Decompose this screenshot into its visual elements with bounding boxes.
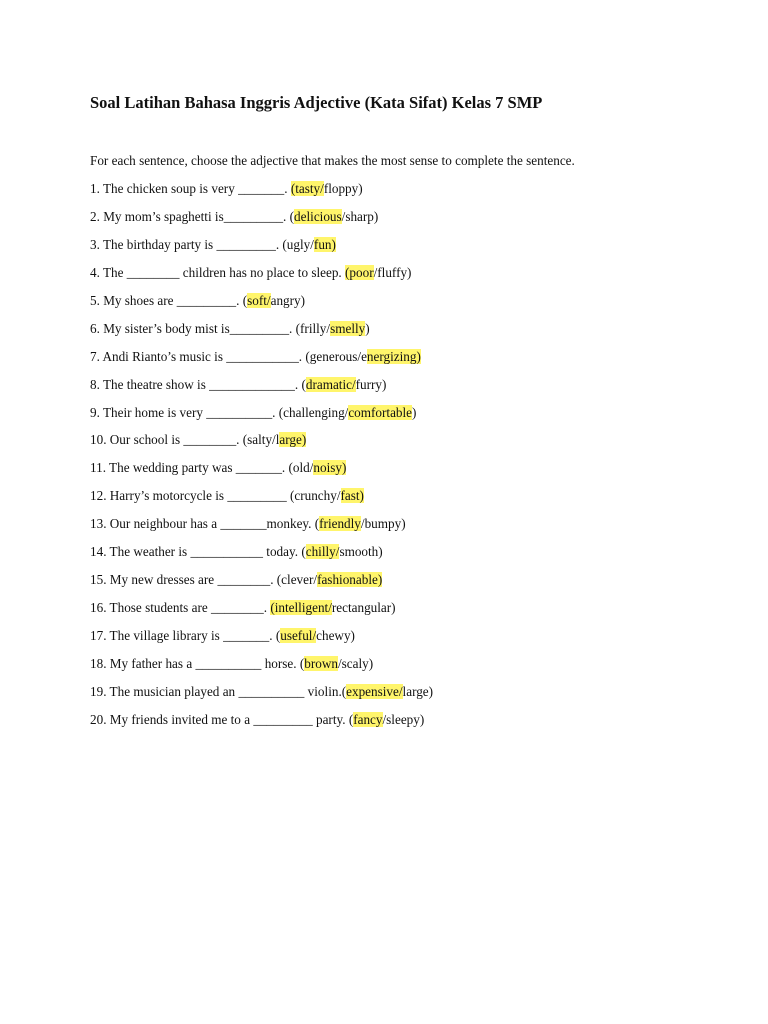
question-item: [90, 431, 433, 459]
highlighted-answer: soft/: [247, 292, 271, 308]
question-text: 1. The chicken soup is very _______.: [90, 181, 291, 196]
question-text: large): [402, 683, 434, 699]
highlighted-answer: smelly: [330, 320, 366, 336]
highlighted-answer: arge): [279, 432, 307, 448]
question-text: 13. Our neighbour has a _______monkey. (: [90, 516, 320, 532]
highlighted-answer: delicious: [294, 208, 342, 224]
question-text: 7. Andi Rianto’s music is ___________. (generous/e: [90, 348, 367, 364]
highlighted-answer: (tasty/: [290, 181, 324, 196]
question-text: floppy): [323, 181, 363, 196]
highlighted-answer: fun): [313, 236, 336, 252]
question-item: [90, 208, 433, 236]
question-list: [90, 180, 433, 739]
question-item: [90, 180, 433, 208]
question-text: smooth): [339, 544, 383, 560]
highlighted-answer: friendly: [319, 516, 361, 532]
question-item: [90, 348, 433, 376]
highlighted-answer: fashionable): [317, 572, 383, 588]
question-text: angry): [270, 292, 306, 308]
highlighted-answer: useful/: [280, 628, 317, 643]
page-title: Soal Latihan Bahasa Inggris Adjective (Kata Sifat) Kelas 7 SMP: [90, 93, 543, 112]
question-item: [90, 571, 433, 599]
highlighted-answer: (intelligent/: [270, 600, 332, 616]
highlighted-answer: fancy: [353, 711, 383, 727]
question-item: [90, 292, 433, 320]
question-text: /sharp): [341, 208, 379, 224]
highlighted-answer: nergizing): [366, 348, 421, 364]
question-text: rectangular): [331, 600, 396, 616]
highlighted-answer: chilly/: [305, 544, 340, 560]
question-item: [90, 599, 433, 627]
question-item: [90, 236, 433, 264]
instruction-text: For each sentence, choose the adjective that makes the most sense to complete the sentence.: [90, 153, 575, 168]
question-item: [90, 376, 433, 404]
question-text: chewy): [316, 628, 355, 643]
question-text: /scaly): [337, 655, 374, 671]
question-text: 15. My new dresses are ________. (clever/: [90, 572, 318, 588]
highlighted-answer: noisy): [313, 460, 347, 476]
highlighted-answer: (poor: [345, 264, 374, 280]
question-text: 5. My shoes are _________. (: [90, 292, 248, 308]
highlighted-answer: brown: [304, 655, 338, 671]
question-item: [90, 683, 433, 711]
highlighted-answer: fast): [340, 488, 364, 504]
question-text: 12. Harry’s motorcycle is _________ (crunchy/: [90, 488, 341, 504]
question-text: 14. The weather is ___________ today. (: [90, 544, 306, 560]
question-item: [90, 404, 433, 432]
question-text: 11. The wedding party was _______. (old/: [90, 460, 314, 476]
question-text: 17. The village library is _______. (: [90, 628, 281, 643]
question-text: /bumpy): [360, 516, 406, 532]
question-item: [90, 459, 433, 487]
question-text: ): [365, 320, 370, 336]
question-text: 3. The birthday party is _________. (ugly/: [90, 236, 314, 252]
question-item: [90, 711, 433, 739]
question-item: [90, 515, 433, 543]
question-text: ): [412, 404, 417, 420]
question-text: 4. The ________ children has no place to sleep.: [90, 264, 346, 280]
question-item: [90, 320, 433, 348]
question-text: 8. The theatre show is _____________. (: [90, 376, 306, 392]
question-text: 6. My sister’s body mist is_________. (frilly/: [90, 320, 331, 336]
highlighted-answer: dramatic/: [305, 376, 356, 392]
highlighted-answer: comfortable: [348, 404, 413, 420]
question-item: [90, 264, 433, 292]
question-text: furry): [355, 376, 387, 392]
question-text: /fluffy): [373, 264, 412, 280]
question-text: 16. Those students are ________.: [90, 600, 271, 616]
question-text: 9. Their home is very __________. (challenging/: [90, 404, 349, 420]
question-text: 18. My father has a __________ horse. (: [90, 655, 305, 671]
question-text: 10. Our school is ________. (salty/l: [90, 432, 280, 448]
question-item: [90, 543, 433, 571]
question-text: 19. The musician played an __________ violin.(: [90, 683, 347, 699]
question-item: [90, 487, 433, 515]
question-item: [90, 627, 433, 655]
highlighted-answer: expensive/: [346, 683, 403, 699]
question-item: [90, 655, 433, 683]
question-text: /sleepy): [382, 711, 425, 727]
question-text: 2. My mom’s spaghetti is_________. (: [90, 208, 295, 224]
question-text: 20. My friends invited me to a _________ party. (: [90, 711, 354, 727]
